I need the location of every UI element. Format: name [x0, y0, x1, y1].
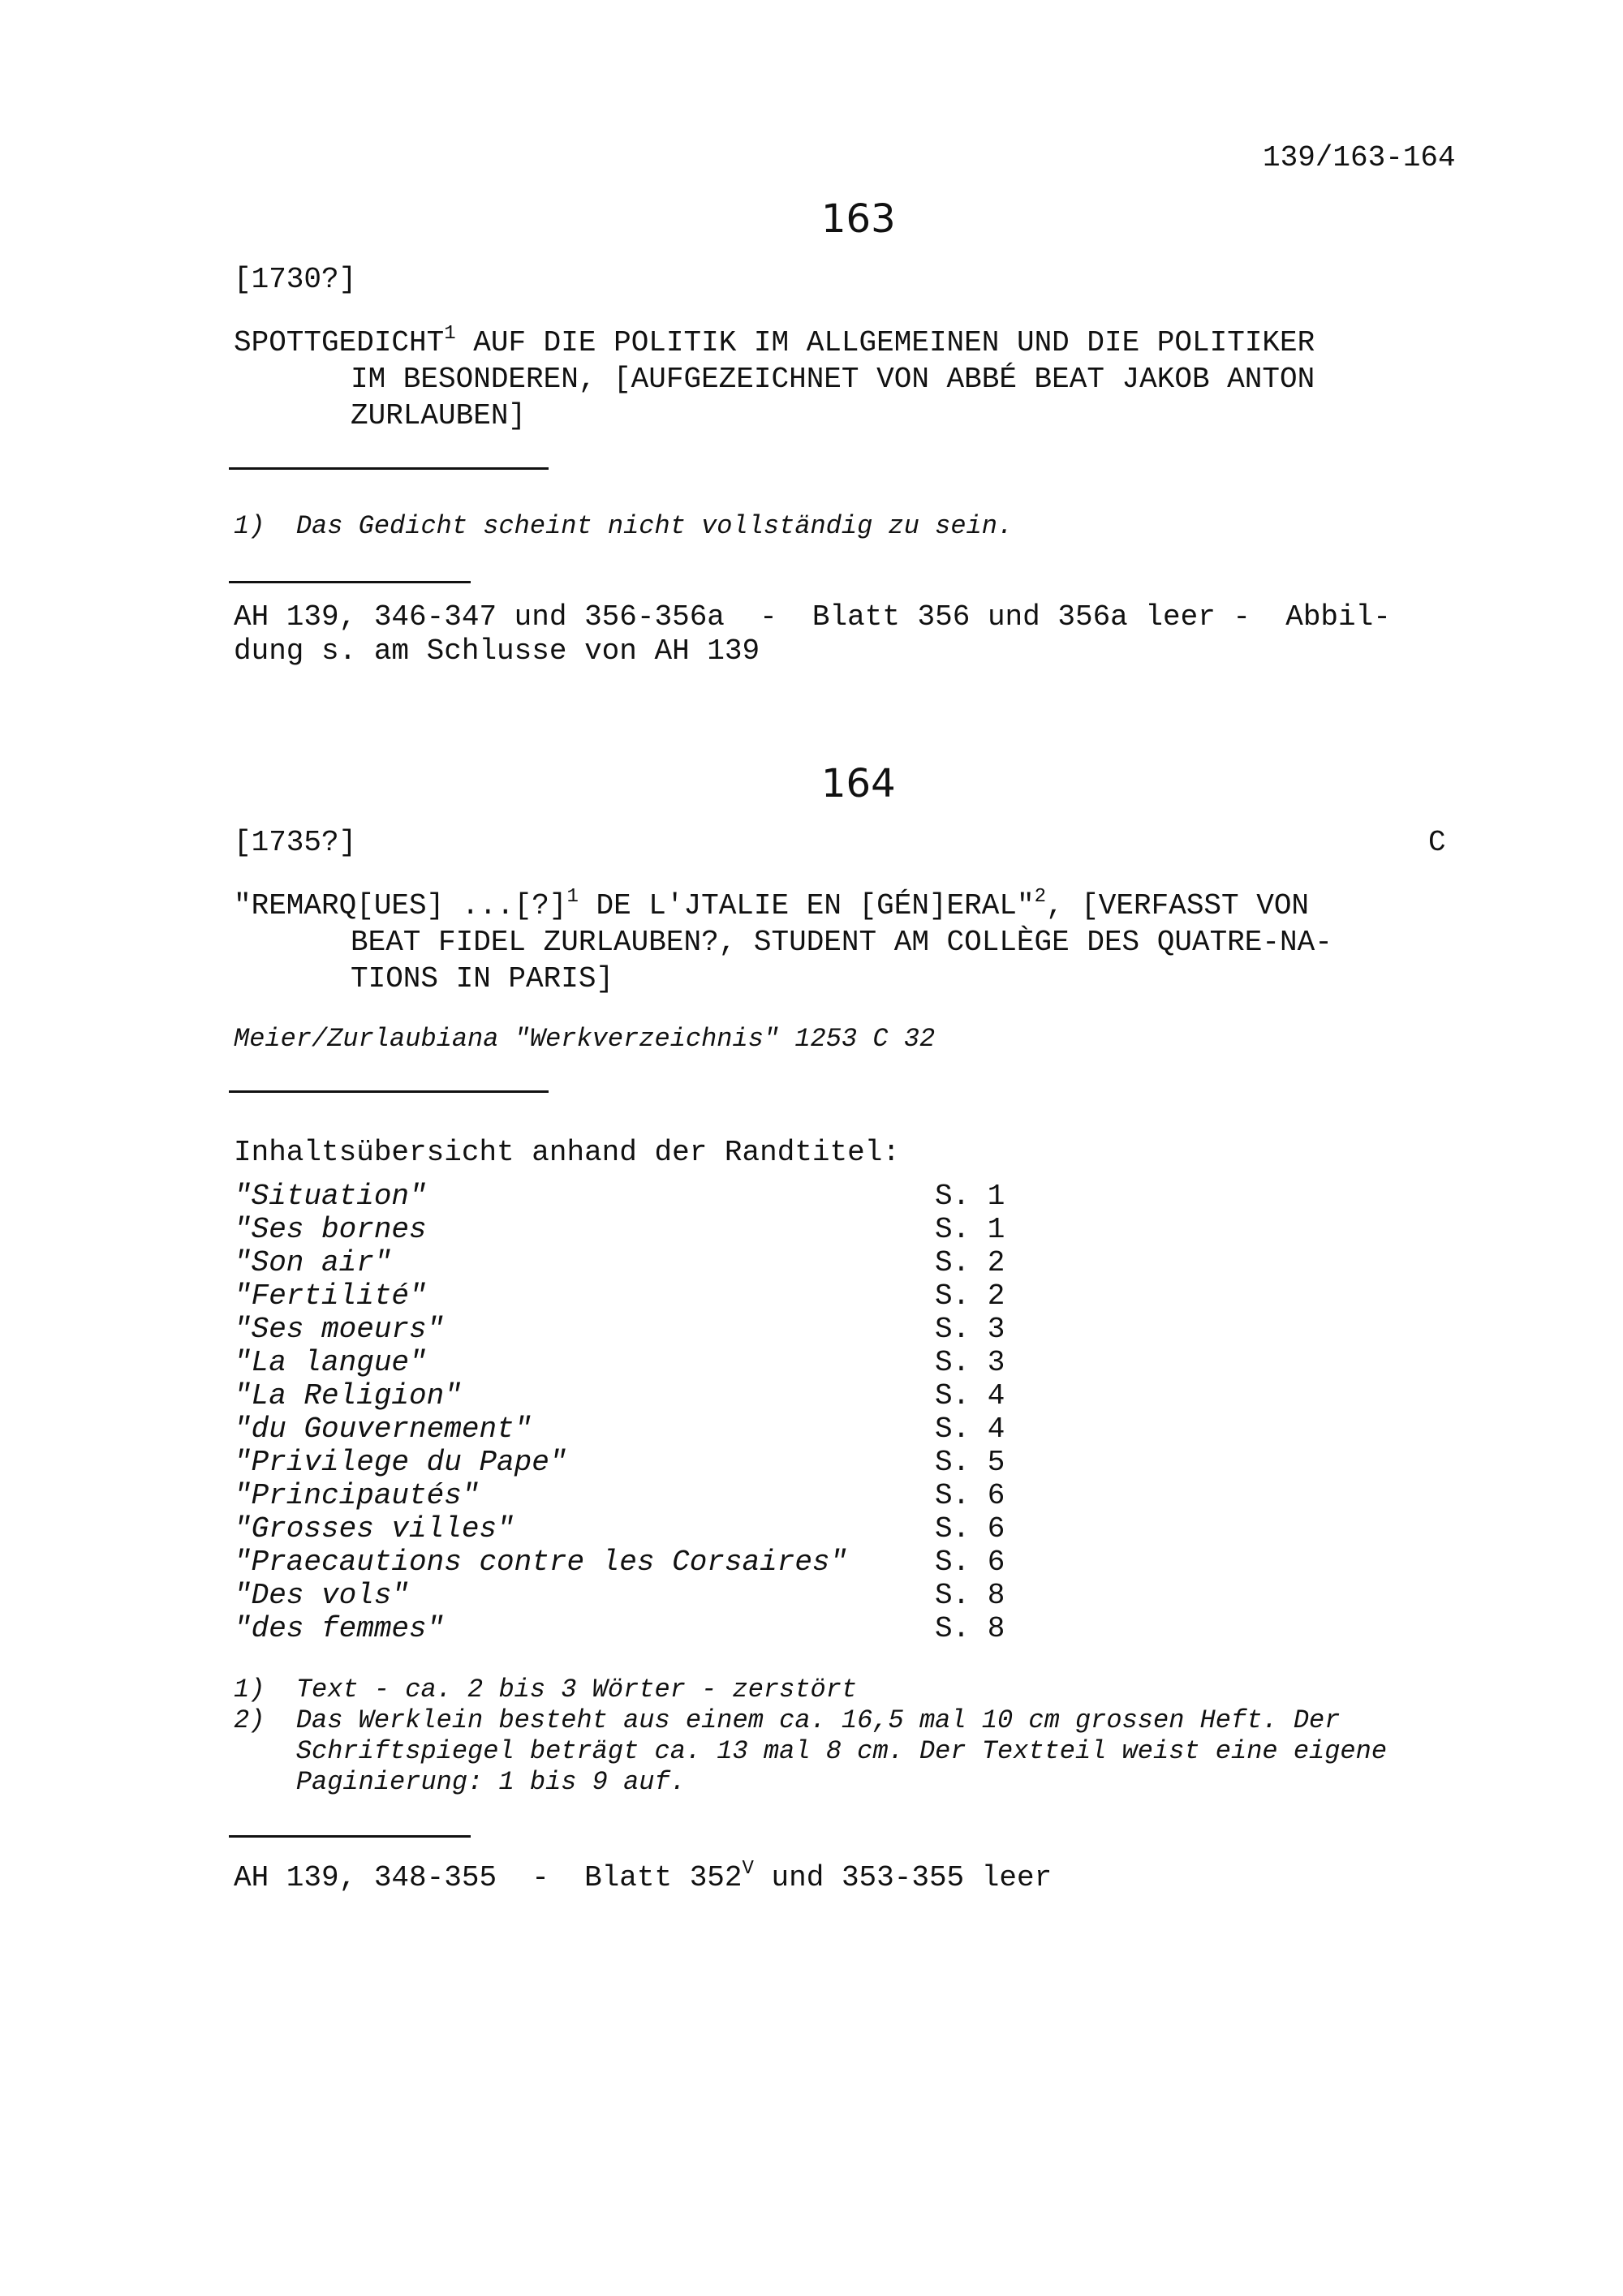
toc-page: S. 6	[935, 1546, 1005, 1579]
source-separator	[229, 1835, 471, 1838]
toc-row	[234, 1544, 1013, 1577]
toc-row	[234, 1411, 1013, 1444]
source-163-line2: dung s. am Schlusse von AH 139	[234, 634, 760, 668]
toc-page: S. 4	[935, 1412, 1005, 1446]
toc-page: S. 8	[935, 1579, 1005, 1612]
toc-page: S. 2	[935, 1279, 1005, 1313]
footnote-separator	[229, 467, 549, 470]
toc-page: S. 6	[935, 1512, 1005, 1546]
toc-row	[234, 1178, 1013, 1211]
toc-row	[234, 1610, 1013, 1644]
entry-title-163-line2: IM BESONDEREN, [AUFGEZEICHNET VON ABBÉ BEAT JAKOB ANTON	[351, 363, 1315, 396]
toc-page: S. 8	[935, 1612, 1005, 1645]
toc-heading: Inhaltsübersicht anhand der Randtitel:	[234, 1136, 900, 1169]
footnote-marker: 1	[566, 886, 579, 908]
toc-title: "Grosses villes"	[234, 1512, 514, 1546]
footnote-line: Paginierung: 1 bis 9 auf.	[234, 1767, 686, 1797]
entry-number-164: 164	[821, 761, 896, 806]
reference-164: Meier/Zurlaubiana "Werkverzeichnis" 1253 C 32	[234, 1024, 936, 1054]
source-text: AH 139, 348-355 - Blatt 352	[234, 1861, 743, 1894]
toc-row	[234, 1344, 1013, 1378]
toc-title: "La Religion"	[234, 1379, 462, 1412]
source-text: und 353-355 leer	[753, 1861, 1053, 1894]
toc-title: "Fertilité"	[234, 1279, 427, 1313]
toc-row	[234, 1278, 1013, 1311]
toc-row	[234, 1378, 1013, 1411]
toc-title: "La langue"	[234, 1346, 427, 1379]
toc-row	[234, 1477, 1013, 1511]
footnote-163: 1) Das Gedicht scheint nicht vollständig zu sein.	[234, 511, 1014, 541]
entry-title-164-line3: TIONS IN PARIS]	[351, 962, 614, 995]
entry-title-164-line2: BEAT FIDEL ZURLAUBEN?, STUDENT AM COLLÈGE DES QUATRE-NA-	[351, 926, 1332, 959]
title-text: SPOTTGEDICHT	[234, 326, 445, 359]
source-separator	[229, 581, 471, 583]
toc-row	[234, 1577, 1013, 1610]
toc-row	[234, 1245, 1013, 1278]
entry-date-163: [1730?]	[234, 263, 357, 296]
title-text: "REMARQ[UES] ...[?]	[234, 889, 567, 922]
entry-title-163-line3: ZURLAUBEN]	[351, 399, 527, 432]
toc-title: "Praecautions contre les Corsaires"	[234, 1546, 848, 1579]
footnote-line: Schriftspiegel beträgt ca. 13 mal 8 cm. Der Textteil weist eine eigene	[234, 1736, 1388, 1766]
toc-page: S. 3	[935, 1313, 1005, 1346]
toc-title: "Ses bornes	[234, 1213, 427, 1246]
footnote-marker: 2	[1034, 886, 1046, 908]
entry-title-164-line1	[234, 888, 1309, 924]
toc-page: S. 2	[935, 1246, 1005, 1279]
toc-title: "des femmes"	[234, 1612, 445, 1645]
toc-page: S. 1	[935, 1180, 1005, 1213]
toc-row	[234, 1311, 1013, 1344]
toc-title: "Son air"	[234, 1246, 392, 1279]
source-163-line1: AH 139, 346-347 und 356-356a - Blatt 356 und 356a leer - Abbil-	[234, 600, 1391, 634]
verso-marker: V	[742, 1858, 754, 1880]
toc-page: S. 4	[935, 1379, 1005, 1412]
source-164	[234, 1860, 1052, 1896]
entry-number-163: 163	[821, 196, 896, 242]
entry-date-164: [1735?]	[234, 826, 357, 859]
section-separator	[229, 1090, 549, 1093]
title-text: , [VERFASST VON	[1045, 889, 1310, 922]
toc-row	[234, 1211, 1013, 1245]
toc-row	[234, 1444, 1013, 1477]
toc-title: "Situation"	[234, 1180, 427, 1213]
footnote-line: 2) Das Werklein besteht aus einem ca. 16,5 mal 10 cm grossen Heft. Der	[234, 1705, 1341, 1735]
footnote-marker: 1	[444, 323, 456, 345]
entry-title-163-line1	[234, 325, 1315, 361]
entry-code-164: C	[1428, 826, 1446, 859]
toc-row	[234, 1511, 1013, 1544]
toc-title: "Principautés"	[234, 1479, 480, 1512]
toc-title: "du Gouvernement"	[234, 1412, 532, 1446]
toc-page: S. 5	[935, 1446, 1005, 1479]
toc-page: S. 3	[935, 1346, 1005, 1379]
footnote-line: 1) Text - ca. 2 bis 3 Wörter - zerstört	[234, 1675, 858, 1705]
toc-page: S. 6	[935, 1479, 1005, 1512]
toc-title: "Des vols"	[234, 1579, 410, 1612]
title-text: DE L'JTALIE EN [GÉN]ERAL"	[578, 889, 1035, 922]
title-text: AUF DIE POLITIK IM ALLGEMEINEN UND DIE POLITIKER	[455, 326, 1315, 359]
toc-title: "Privilege du Pape"	[234, 1446, 567, 1479]
page-reference: 139/163-164	[1263, 141, 1456, 174]
toc-page: S. 1	[935, 1213, 1005, 1246]
toc-title: "Ses moeurs"	[234, 1313, 445, 1346]
